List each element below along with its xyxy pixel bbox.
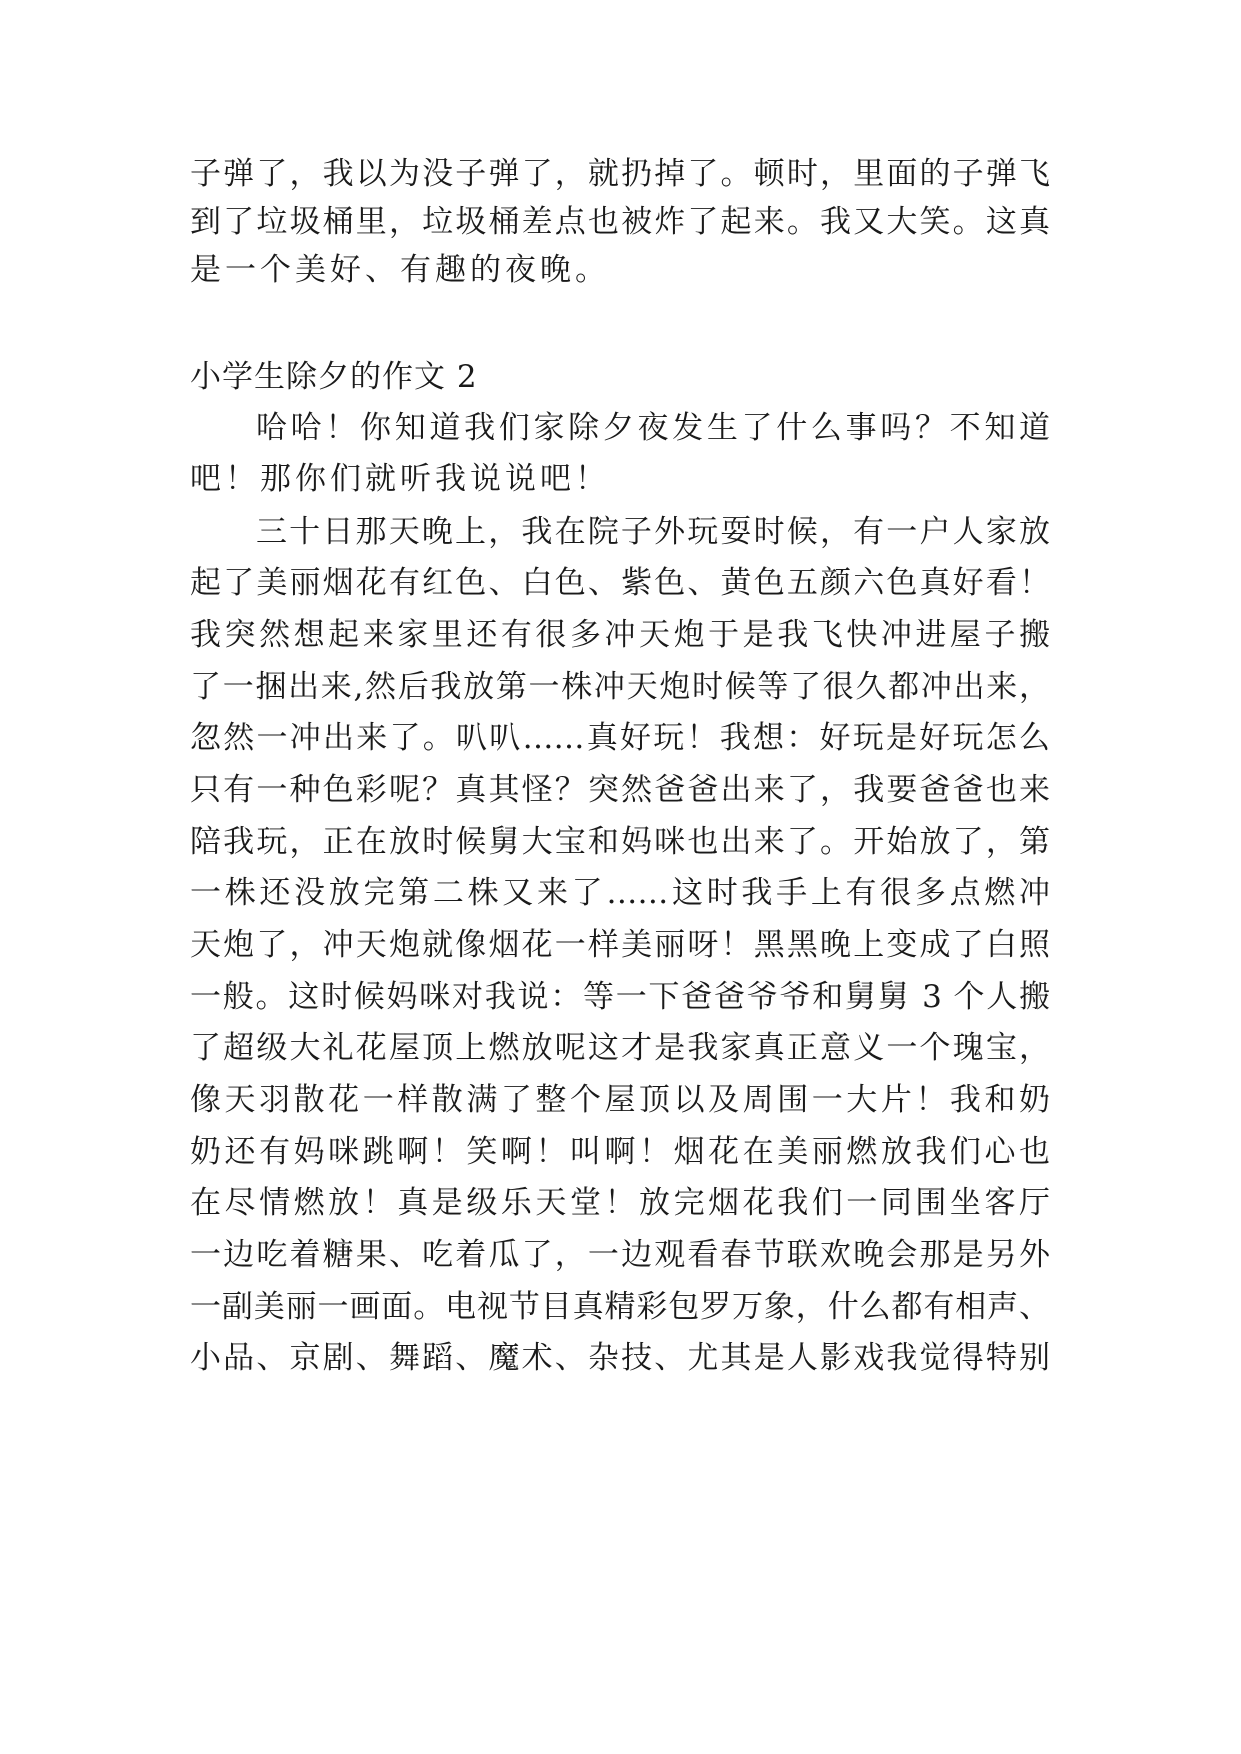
text-line: 哈哈！你知道我们家除夕夜发生了什么事吗？不知道 — [256, 410, 1050, 446]
text-line: 了一捆出来,然后我放第一株冲天炮时候等了很久都冲出来， — [190, 669, 1050, 705]
section-title: 小学生除夕的作文 2 — [190, 359, 478, 395]
text-line: 是一个美好、有趣的夜晚。 — [190, 252, 610, 288]
text-line: 子弹了，我以为没子弹了，就扔掉了。顿时，里面的子弹飞 — [190, 156, 1050, 192]
text-line: 陪我玩，正在放时候舅大宝和妈咪也出来了。开始放了，第 — [190, 824, 1050, 860]
text-line: 吧！那你们就听我说说吧！ — [190, 461, 610, 497]
text-line: 在尽情燃放！真是级乐天堂！放完烟花我们一同围坐客厅 — [190, 1185, 1050, 1221]
text-line: 一株还没放完第二株又来了……这时我手上有很多点燃冲 — [190, 875, 1050, 911]
text-line: 到了垃圾桶里，垃圾桶差点也被炸了起来。我又大笑。这真 — [190, 204, 1050, 240]
text-line: 只有一种色彩呢？真其怪？突然爸爸出来了，我要爸爸也来 — [190, 772, 1050, 808]
text-line: 像天羽散花一样散满了整个屋顶以及周围一大片！我和奶 — [190, 1082, 1050, 1118]
text-line: 了超级大礼花屋顶上燃放呢这才是我家真正意义一个瑰宝， — [190, 1030, 1050, 1066]
text-line: 三十日那天晚上，我在院子外玩耍时候，有一户人家放 — [256, 514, 1050, 550]
text-line: 我突然想起来家里还有很多冲天炮于是我飞快冲进屋子搬 — [190, 617, 1050, 653]
text-line: 忽然一冲出来了。叭叭……真好玩！我想：好玩是好玩怎么 — [190, 720, 1050, 756]
text-line: 一边吃着糖果、吃着瓜了，一边观看春节联欢晚会那是另外 — [190, 1237, 1050, 1273]
text-line: 小品、京剧、舞蹈、魔术、杂技、尤其是人影戏我觉得特别 — [190, 1340, 1050, 1376]
text-line: 一副美丽一画面。电视节目真精彩包罗万象，什么都有相声、 — [190, 1289, 1050, 1325]
text-line: 起了美丽烟花有红色、白色、紫色、黄色五颜六色真好看！ — [190, 565, 1050, 601]
text-line: 一般。这时候妈咪对我说：等一下爸爸爷爷和舅舅 3 个人搬 — [190, 979, 1050, 1015]
text-line: 天炮了，冲天炮就像烟花一样美丽呀！黑黑晚上变成了白照 — [190, 927, 1050, 963]
text-line: 奶还有妈咪跳啊！笑啊！叫啊！烟花在美丽燃放我们心也 — [190, 1134, 1050, 1170]
